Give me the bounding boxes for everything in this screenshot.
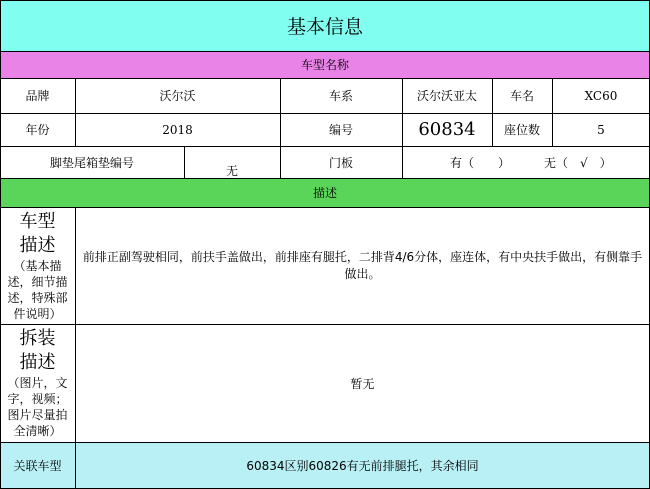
car-name-label: 车名 [509,89,534,103]
model-desc-label-sub: （基本描述，细节描述，特殊部件说明） [7,258,68,321]
door-option-yes: 有（ ） [450,155,511,170]
page-title: 基本信息 [286,16,363,38]
grid-line [492,78,493,146]
number-value: 60834 [418,119,476,140]
grid-line [184,146,185,178]
year-label: 年份 [25,123,50,137]
grid-line [0,0,1,489]
mat-value: 无 [225,163,238,178]
grid-line [552,78,553,146]
door-label: 门板 [328,155,353,170]
grid-line [75,78,76,146]
grid-line [280,78,281,178]
seats-label: 座位数 [503,123,540,137]
model-section-header [0,51,650,78]
number-label: 编号 [328,123,353,137]
brand-label: 品牌 [25,89,50,103]
seats-value: 5 [597,122,605,137]
brand-value: 沃尔沃 [159,89,196,103]
install-desc-label [0,324,75,442]
install-desc-text: 暂无 [350,376,375,391]
title-banner [0,0,650,51]
grid-line [402,78,403,178]
grid-line [0,146,650,147]
model-desc-text: 前排正副驾驶相同，前扶手盖做出，前排座有腿托，二排背4/6分体，座连体，有中央扶手做出，有侧靠手做出。 [82,249,643,281]
related-label: 关联车型 [13,459,62,473]
related-text: 60834区别60826有无前排腿托，其余相同 [246,459,479,473]
grid-line [0,178,650,179]
series-label: 车系 [328,89,353,103]
year-value: 2018 [162,122,193,137]
install-desc-label-sub: （图片，文字，视频；图片尽量拍全清晰） [7,376,68,438]
grid-line [0,324,650,325]
door-options [402,146,650,178]
mat-label: 脚垫尾箱垫编号 [49,155,134,170]
desc-section-header [0,178,650,207]
car-name-value: XC60 [584,88,618,103]
grid-line [0,51,650,52]
series-value: 沃尔沃亚太 [416,89,477,103]
model-section-label: 车型名称 [300,58,349,72]
grid-line [75,207,76,489]
grid-line [0,0,650,1]
grid-line [0,207,650,208]
model-desc-label-main: 车型描述 [19,210,56,256]
grid-line [0,442,650,443]
desc-section-label: 描述 [312,186,337,200]
door-option-no: 无（ √ ） [544,155,612,170]
model-desc-label [0,207,75,324]
install-desc-label-main: 拆装描述 [19,328,56,373]
